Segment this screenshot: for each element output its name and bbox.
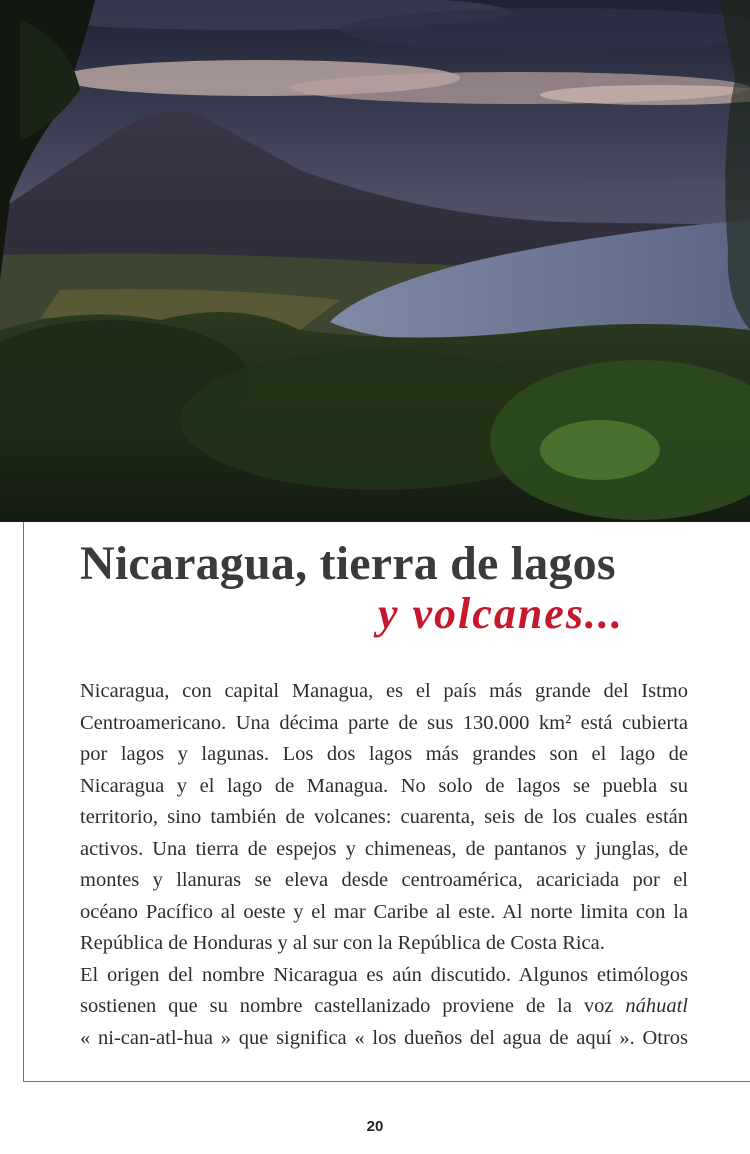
text-segment: sostienen que su nombre castellanizado proviene de la voz	[80, 995, 614, 1017]
body-paragraph	[80, 676, 688, 1054]
frame-bottom-rule	[23, 1081, 750, 1082]
text-line: por lagos y lagunas. Los dos lagos más grandes son el lago de	[80, 743, 688, 765]
text-line: Nicaragua, con capital Managua, es el país más grande del Istmo	[80, 680, 688, 702]
text-line: activos. Una tierra de espejos y chimeneas, de pantanos y junglas, de	[80, 837, 688, 860]
frame-left-rule	[23, 522, 24, 1082]
text-line: « ni-can-atl-hua » que significa « los dueños del agua de aquí ». Otros	[80, 1026, 688, 1049]
title-line-2: y volcanes...	[378, 589, 624, 638]
text-line: El origen del nombre Nicaragua es aún discutido. Algunos etimólogos	[80, 963, 688, 986]
text-line: océano Pacífico al oeste y el mar Caribe al este. Al norte limita con la	[80, 900, 688, 923]
page-number: 20	[366, 1118, 384, 1135]
title-line-1: Nicaragua, tierra de lagos	[80, 537, 616, 590]
text-line: Centroamericano. Una décima parte de sus 130.000 km² está cubierta	[80, 711, 688, 734]
text-line-with-italic	[80, 991, 688, 1023]
landscape-photo	[0, 0, 750, 522]
text-line: República de Honduras y al sur con la República de Costa Rica.	[80, 932, 605, 954]
text-line: territorio, sino también de volcanes: cuarenta, seis de los cuales están	[80, 806, 688, 828]
italic-term: náhuatl	[625, 995, 689, 1017]
text-line: montes y llanuras se eleva desde centroamérica, acariciada por el	[80, 869, 688, 891]
text-line: Nicaragua y el lago de Managua. No solo de lagos se puebla su	[80, 774, 688, 797]
